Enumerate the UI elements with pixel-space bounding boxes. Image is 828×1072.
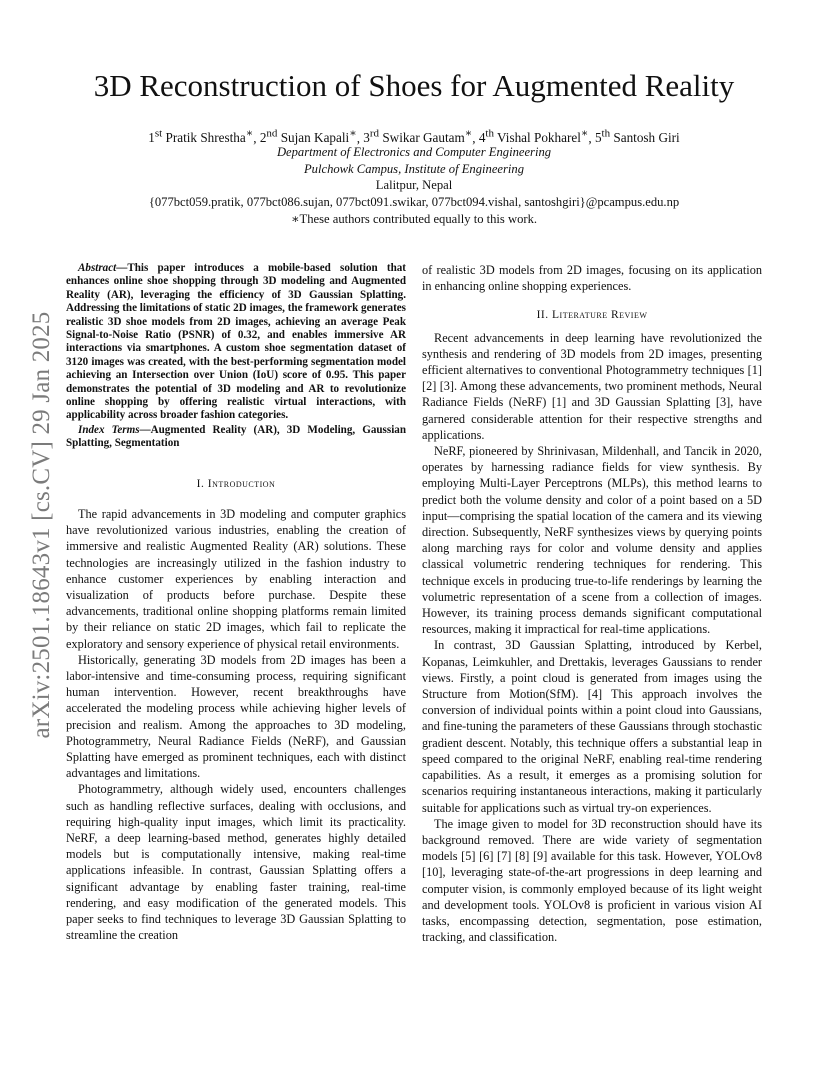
author-list: 1st Pratik Shrestha∗, 2nd Sujan Kapali∗, 3rd Swikar Gautam∗, 4th Vishal Pokharel∗, 5th Santosh Giri xyxy=(148,128,680,146)
author: 1st Pratik Shrestha∗ xyxy=(148,128,254,146)
author: 2nd Sujan Kapali∗ xyxy=(259,128,357,146)
abstract-label: Abstract xyxy=(78,262,117,274)
paragraph: NeRF, pioneered by Shrinivasan, Mildenhall, and Tancik in 2020, operates by harnessing radiance fields for view synthesis. By employing Multi-Layer Perceptrons (MLPs), this method learns to predict both the volume density and color of a point based on a 5D input—comprising the spatial location of the camera and its viewing direction. Subsequently, NeRF synthesizes views by querying points along marching rays for color and volume density and applies classical volumetric rendering techniques for rendering. This technique excels in producing true-to-life renderings by learning the volumetric representation of a scene from a collection of images. However, its training process demands significant computational resources, making it impractical for real-time applications. xyxy=(422,444,762,637)
paragraph: Recent advancements in deep learning have revolutionized the synthesis and rendering of 3D models from 2D images, presenting efficient alternatives to conventional Photogrammetry techniques [1] [2] [3]. Among these advancements, two prominent methods, Neural Radiance Fields (NeRF) [1] and 3D Gaussian Splatting [3], have garnered considerable attention for their respective strengths and applications. xyxy=(422,330,762,442)
author: 5th Santosh Giri xyxy=(594,128,680,146)
paragraph: In contrast, 3D Gaussian Splatting, introduced by Kerbel, Kopanas, Leimkuhler, and Drettakis, leverages Gaussians to render views. Firstly, a point cloud is generated from images using the Structure from Motion(SfM). [4] This approach involves the conversion of individual points within a point cloud into Gaussians, and fine-tuning the parameters of these Gaussians through stochastic gradient descent. Notably, this technique offers a substantial leap in speed compared to the original NeRF, enabling real-time rendering capabilities. As a result, it emerges as a promising solution for scenarios requiring instantaneous interactions, making it particularly suitable for applications such as virtual try-on experiences. xyxy=(422,638,762,815)
paragraph: The rapid advancements in 3D modeling and computer graphics have revolutionized various industries, enabling the creation of immersive and realistic Augmented Reality (AR) solutions. These technologies are increasingly utilized in the fashion industry to enhance customer experiences by enabling interaction and visualization of products before purchase. Despite these advancements, traditional online shopping platforms remain limited by their reliance on static 2D images, which fail to replicate the exploratory and sensory experience of physical retail environments. xyxy=(66,506,406,651)
index-terms-label: Index Terms xyxy=(78,423,140,436)
paragraph: Historically, generating 3D models from 2D images has been a labor-intensive and time-consuming process, requiring significant human intervention. However, recent breakthroughs have accelerated the modeling process while achieving higher levels of precision and realism. Among the approaches to 3D modeling, Photogrammetry, Neural Radiance Fields (NeRF), and Gaussian Splatting have emerged as prominent techniques, each with distinct advantages and limitations. xyxy=(66,652,406,781)
paragraph-continuation: of realistic 3D models from 2D images, focusing on its application in enhancing online shopping experiences. xyxy=(422,263,762,294)
paper-title: 3D Reconstruction of Shoes for Augmented Reality xyxy=(93,68,735,103)
affiliation-department: Department of Electronics and Computer Engineering xyxy=(276,145,552,159)
arxiv-stamp xyxy=(22,290,62,760)
author: 4th Vishal Pokharel∗ xyxy=(478,128,589,146)
paragraph: Photogrammetry, although widely used, encounters challenges such as handling reflective surfaces, dealing with occlusions, and requiring high-quality input images, which limit its practicality. NeRF, a deep learning-based method, generates highly detailed models but is computationally intensive, making real-time applications infeasible. In contrast, Gaussian Splatting offers a significant advantage by enabling faster training, real-time rendering, and easy modification of the generated models. This paper seeks to find techniques to leverage 3D Gaussian Splatting to streamline the creation xyxy=(66,782,406,943)
affiliation-campus: Pulchowk Campus, Institute of Engineering xyxy=(303,162,524,176)
affiliation-location: Lalitpur, Nepal xyxy=(375,178,453,192)
arxiv-stamp-text: arXiv:2501.18643v1 [cs.CV] 29 Jan 2025 xyxy=(28,311,55,739)
index-terms-text: —Augmented Reality (AR), 3D Modeling, Gaussian Splatting, Segmentation xyxy=(66,423,406,450)
equal-contribution-note: ∗These authors contributed equally to this work. xyxy=(290,212,538,226)
affiliation-emails: {077bct059.pratik, 077bct086.sujan, 077bct091.swikar, 077bct094.vishal, santoshgiri}@pcampus.edu.np xyxy=(148,195,680,209)
left-column xyxy=(66,262,406,943)
section-heading-literature-review: II. Literature Review xyxy=(536,309,648,322)
author: 3rd Swikar Gautam∗ xyxy=(363,128,473,146)
index-terms xyxy=(66,424,406,451)
right-column xyxy=(422,262,762,945)
abstract-text: —This paper introduces a mobile-based solution that enhances online shoe shopping through 3D modeling and Augmented Reality (AR), leveraging the efficiency of 3D Gaussian Splatting. Addressing the limitations of static 2D images, the framework generates realistic 3D shoe models from 2D images, achieving an average Peak Signal-to-Noise Ratio (PSNR) of 0.32, and enables immersive AR interactions via smartphones. A custom shoe segmentation dataset of 3120 images was created, with the best-performing segmentation model achieving an Intersection over Union (IoU) score of 0.95. This paper demonstrates the potential of 3D modeling and AR to revolutionize online shopping by offering realistic virtual interactions, with applicability across broader fashion categories. xyxy=(66,262,406,422)
section-heading-introduction: I. Introduction xyxy=(196,477,276,490)
paragraph: The image given to model for 3D reconstruction should have its background removed. There are wide variety of segmentation models [5] [6] [7] [8] [9] available for this task. However, YOLOv8 [10], leveraging state-of-the-art progressions in deep learning and computer vision, is commonly employed because of its light weight and development tools. YOLOv8 is proficient in various vision AI tasks, encompassing detection, segmentation, pose estimation, tracking, and classification. xyxy=(422,816,762,945)
abstract xyxy=(66,262,406,423)
